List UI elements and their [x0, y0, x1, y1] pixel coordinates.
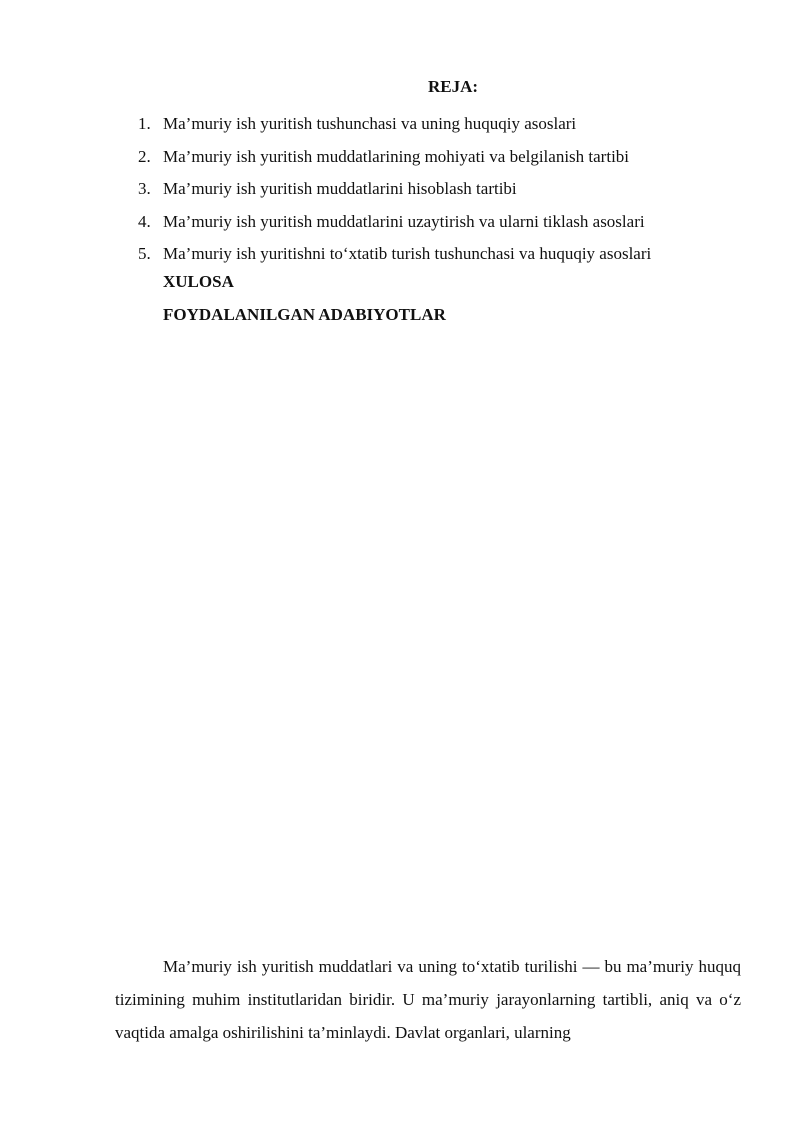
plan-item [138, 238, 758, 271]
plan-item [138, 206, 758, 239]
plan-item-number: 5. [138, 244, 151, 264]
body-paragraph: Ma’muriy ish yuritish muddatlari va uning to‘xtatib turilishi — bu ma’muriy huquq tizimining muhim institutlaridan biridir. U ma’muriy jarayonlarning tartibli, aniq va o‘z vaqtida amalga oshirilishini ta’minlaydi. Davlat organlari, ularning [115, 957, 741, 1042]
plan-item-text: Ma’muriy ish yuritishni to‘xtatib turish tushunchasi va huquqiy asoslari [163, 244, 652, 264]
plan-item-number: 1. [138, 114, 151, 134]
plan-item-number: 4. [138, 211, 151, 231]
plan-item [138, 108, 758, 141]
plan-item-number: 2. [138, 146, 151, 166]
plan-item-text: Ma’muriy ish yuritish tushunchasi va uning huquqiy asoslari [163, 114, 577, 134]
references-heading: FOYDALANILGAN ADABIYOTLAR [163, 305, 446, 324]
plan-item-text: Ma’muriy ish yuritish muddatlarini uzaytirish va ularni tiklash asoslari [163, 211, 645, 231]
plan-item [138, 173, 758, 206]
plan-item-text: Ma’muriy ish yuritish muddatlarining mohiyati va belgilanish tartibi [163, 146, 630, 166]
plan-item [138, 141, 758, 174]
plan-title: REJA: [427, 77, 479, 96]
plan-item-text: Ma’muriy ish yuritish muddatlarini hisoblash tartibi [163, 179, 517, 199]
conclusion-heading: XULOSA [163, 272, 234, 291]
plan-item-number: 3. [138, 179, 151, 199]
plan-list [138, 108, 758, 271]
